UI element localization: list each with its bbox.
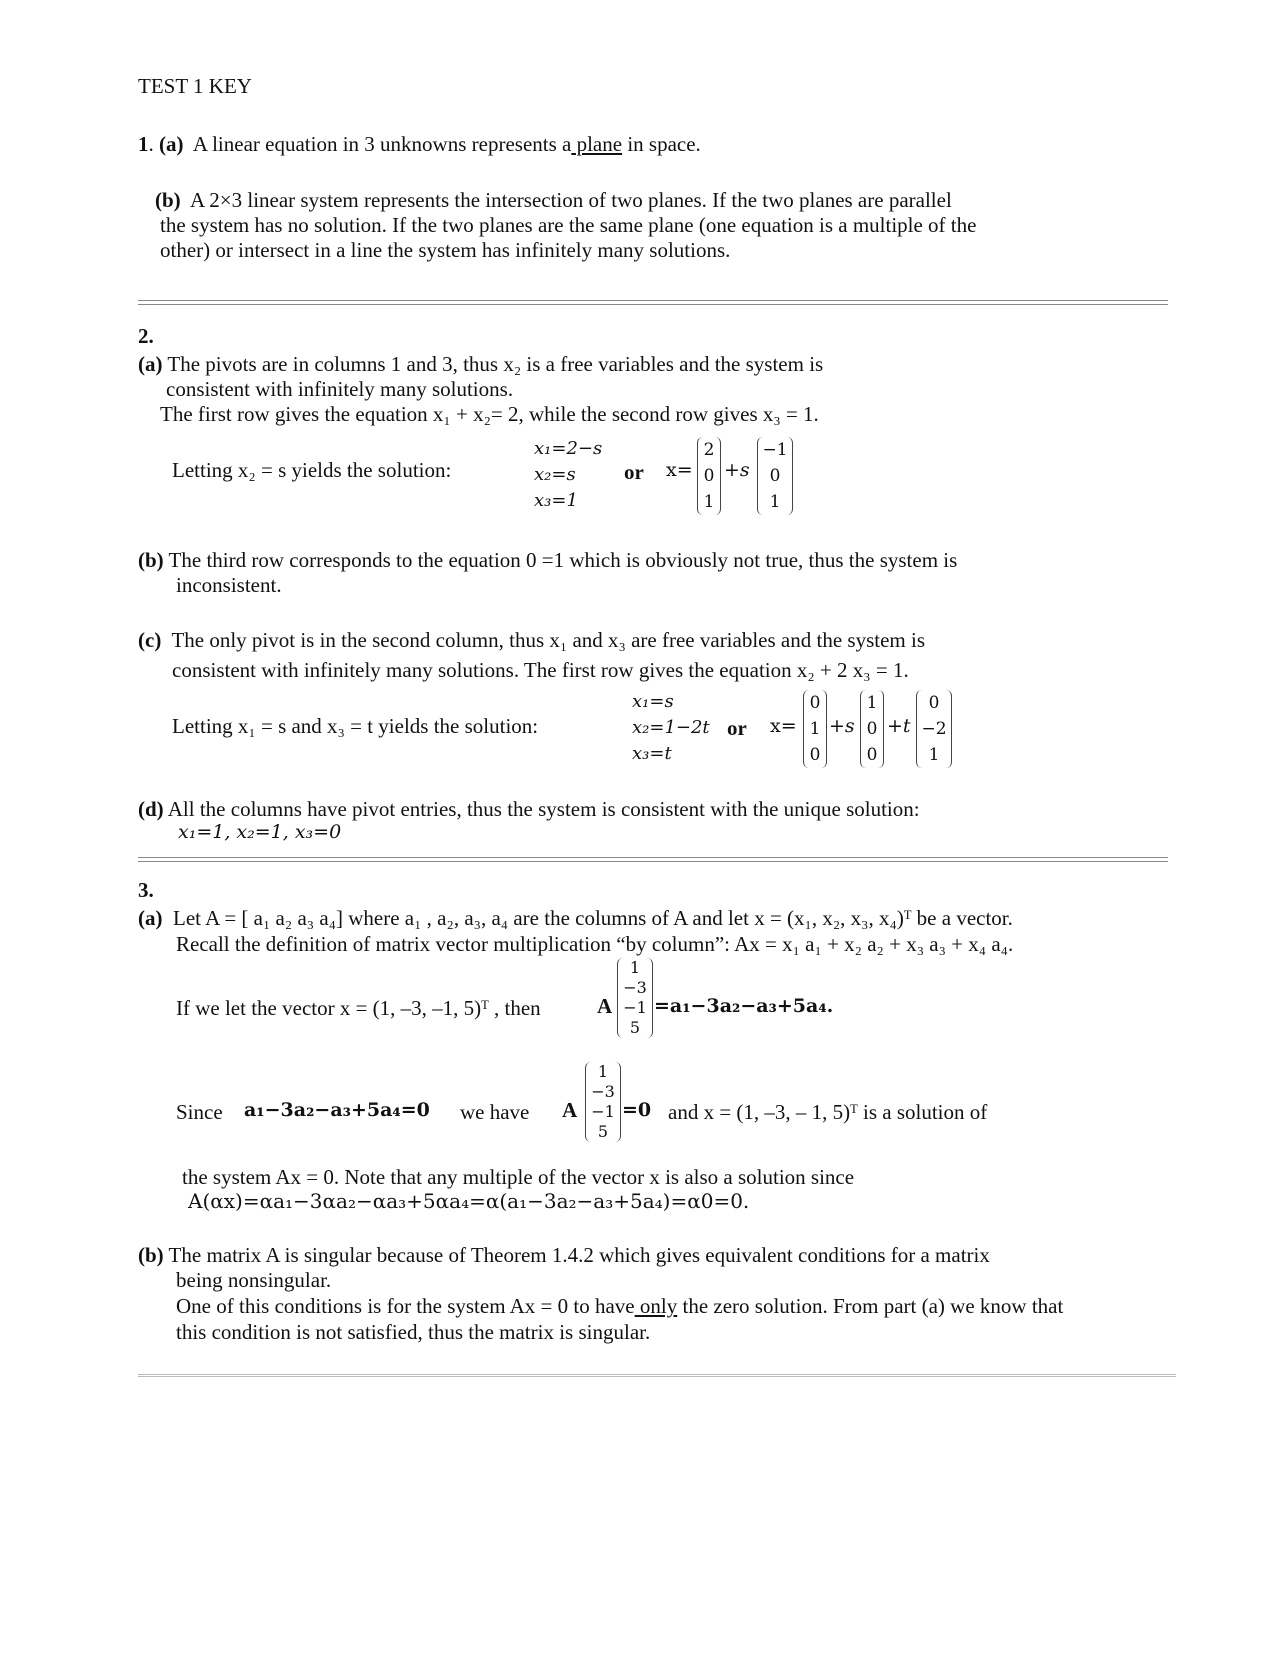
q1-number: 1 [138, 132, 149, 156]
separator-1 [138, 300, 1168, 305]
q1-a-text: A linear equation in 3 unknowns represents a [192, 132, 572, 156]
q2-c-sys-row: x₃=t [632, 743, 672, 764]
q2-c-text1: The only pivot is in the second column, thus x₁ and x₃ are free variables and the system is [171, 628, 925, 652]
vector-entry: 0 [928, 693, 940, 713]
q2-b-label: (b) [138, 548, 164, 572]
vector-entry: 0 [866, 745, 878, 765]
q2-a-vector-2 [757, 437, 793, 515]
q2-c-vector-1 [803, 690, 827, 768]
q3-a-iflet: If we let the vector x = (1, –3, –1, 5)ᵀ , then [176, 996, 541, 1020]
q3-a-label: (a) [138, 906, 163, 930]
page-title: TEST 1 KEY [138, 74, 252, 98]
separator-2 [138, 857, 1168, 862]
vector-entry: 5 [629, 1018, 641, 1037]
q2-c-line1 [138, 628, 925, 652]
q3-b-text3-pre: One of this conditions is for the system Ax = 0 to have [176, 1294, 635, 1318]
q2-b-line2: inconsistent. [176, 573, 282, 597]
q2-c-or: or [727, 716, 747, 740]
q3-we-have: we have [460, 1100, 530, 1124]
q3-b-line2: being nonsingular. [176, 1268, 332, 1292]
q3-b-line3 [176, 1294, 1063, 1318]
q2-d-text1: All the columns have pivot entries, thus the system is consistent with the unique solution: [167, 797, 920, 821]
q2-c-label: (c) [138, 628, 162, 652]
q3-a-text1: Let A = [ a₁ a₂ a₃ a₄] where a₁ , a₂, a₃, a₄ are the columns of A and let x = (x₁, x₂, x₃, x₄)ᵀ be a vector. [173, 906, 1013, 930]
q2-c-sys-row: x₁=s [632, 691, 674, 712]
q3-b-text1: The matrix A is singular because of Theorem 1.4.2 which gives equivalent conditions for a matrix [168, 1243, 990, 1267]
vector-entry: 1 [866, 693, 878, 713]
q2-c-vector-3 [916, 690, 952, 768]
q2-c-plus-s: +s [829, 715, 855, 737]
vector-entry: 0 [703, 466, 715, 486]
q1-part-b-line2: the system has no solution. If the two planes are the same plane (one equation is a multiple of the [160, 213, 977, 237]
q1-b-text1: A 2×3 linear system represents the intersection of two planes. If the two planes are parallel [190, 188, 952, 212]
q1-b-label: (b) [155, 188, 181, 212]
q2-a-text1: The pivots are in columns 1 and 3, thus x₂ is a free variables and the system is [167, 352, 824, 376]
q2-d-line1 [138, 797, 920, 821]
q2-c-vector-2 [860, 690, 884, 768]
vector-entry: −1 [762, 440, 788, 460]
q1-part-a: 1. (a) A linear equation in 3 unknowns represents a plane in space. [138, 132, 701, 156]
q2-c-vec-label: x= [770, 715, 797, 737]
q3-since-vector [585, 1062, 621, 1142]
q1-a-post: in space. [622, 132, 701, 156]
q1-a-blank: plane [571, 132, 623, 156]
vector-entry: 1 [809, 719, 821, 739]
q2-c-sys-row: x₂=1−2t [632, 717, 710, 738]
q2-a-system [534, 436, 602, 514]
q2-b-line1 [138, 548, 957, 572]
q3-since-tail: and x = (1, –3, – 1, 5)ᵀ is a solution of [668, 1100, 988, 1124]
q3-since-matrix-A: A [562, 1098, 578, 1122]
q2-a-sys-row: x₃=1 [534, 490, 578, 511]
q3-b-text3-post: the zero solution. From part (a) we know that [677, 1294, 1064, 1318]
vector-entry: 0 [769, 466, 781, 486]
q2-number: 2. [138, 324, 154, 348]
vector-entry: −2 [921, 719, 947, 739]
q3-b-label: (b) [138, 1243, 164, 1267]
vector-entry: −3 [623, 978, 647, 997]
vector-entry: 1 [703, 492, 715, 512]
q3-a-line2: Recall the definition of matrix vector multiplication “by column”: Ax = x₁ a₁ + x₂ a₂ + x₃ a₃ + x₄ a₄. [176, 932, 1014, 956]
q3-since-equation: a₁−3a₂−a₃+5a₄=0 [244, 1099, 430, 1121]
q1-part-b-line3: other) or intersect in a line the system has infinitely many solutions. [160, 238, 731, 262]
q2-a-sys-row: x₁=2−s [534, 438, 603, 459]
q2-a-vec-label: x= [666, 459, 693, 481]
bottom-rule [138, 1374, 1176, 1377]
q3-alpha-line: A(αx)=αa₁−3αa₂−αa₃+5αa₄=α(a₁−3a₂−a₃+5a₄)=α0=0. [188, 1189, 750, 1213]
q2-a-sys-row: x₂=s [534, 464, 576, 485]
q2-c-letting: Letting x₁ = s and x₃ = t yields the solution: [172, 714, 539, 738]
vector-entry: 1 [597, 1062, 609, 1081]
q2-c-line2: consistent with infinitely many solutions. The first row gives the equation x₂ + 2 x₃ = 1. [172, 658, 909, 682]
q3-a-matrix-A: A [597, 994, 613, 1018]
vector-entry: 0 [809, 693, 821, 713]
q2-d-solution: x₁=1, x₂=1, x₃=0 [178, 821, 342, 843]
q3-b-line4: this condition is not satisfied, thus the matrix is singular. [176, 1320, 651, 1344]
vector-entry: −1 [623, 998, 647, 1017]
q2-a-vector-1 [697, 437, 721, 515]
q3-since-result: =0 [622, 1099, 652, 1121]
q1-part-b-line1 [155, 188, 952, 212]
vector-entry: 1 [629, 958, 641, 977]
q2-b-text1: The third row corresponds to the equation 0 =1 which is obviously not true, thus the system is [168, 548, 958, 572]
vector-entry: 1 [769, 492, 781, 512]
q2-a-label: (a) [138, 352, 163, 376]
vector-entry: 1 [928, 745, 940, 765]
q3-b-only: only [634, 1294, 678, 1318]
q2-a-or: or [624, 460, 644, 484]
q3-a-vector [617, 958, 653, 1038]
vector-entry: −1 [591, 1102, 615, 1121]
q2-a-letting: Letting x₂ = s yields the solution: [172, 458, 452, 482]
q3-b-line1 [138, 1243, 990, 1267]
q3-a-line1 [138, 906, 1013, 930]
vector-entry: 2 [703, 440, 715, 460]
vector-entry: 0 [809, 745, 821, 765]
q2-d-label: (d) [138, 797, 164, 821]
q3-a-result: =a₁−3a₂−a₃+5a₄. [654, 995, 834, 1017]
q3-since: Since [176, 1100, 223, 1124]
vector-entry: 5 [597, 1122, 609, 1141]
q2-a-plus-s: +s [724, 459, 750, 481]
vector-entry: −3 [591, 1082, 615, 1101]
vector-entry: 0 [866, 719, 878, 739]
q2-a-line3: The first row gives the equation x₁ + x₂= 2, while the second row gives x₃ = 1. [160, 402, 819, 426]
q2-a-line1 [138, 352, 823, 376]
q2-a-line2: consistent with infinitely many solutions. [166, 377, 514, 401]
q2-c-plus-t: +t [887, 715, 911, 737]
q2-c-system [632, 689, 710, 767]
q3-system-line: the system Ax = 0. Note that any multiple of the vector x is also a solution since [182, 1165, 855, 1189]
q1-a-label: (a) [159, 132, 184, 156]
q3-number: 3. [138, 878, 154, 902]
